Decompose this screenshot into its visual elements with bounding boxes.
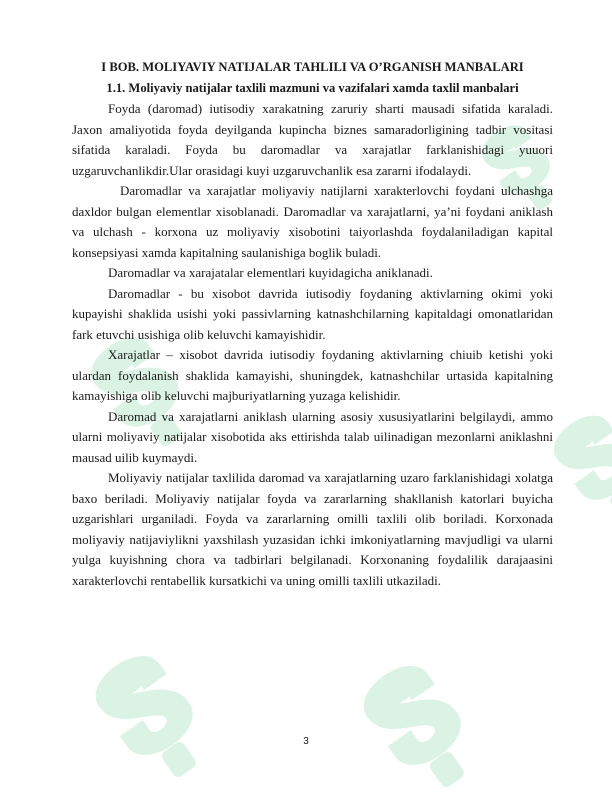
paragraph: Daromad va xarajatlarni aniklash ularning asosiy xususiyatlarini belgilaydi, ammo ularni moliyaviy natijalar xisobotida aks ettirishda talab uilinadigan mezonlarni aniklashni mausad uilib kuymaydi. bbox=[72, 408, 553, 465]
document-page bbox=[72, 58, 553, 591]
page-number: 3 bbox=[303, 736, 309, 747]
paragraph: Daromadlar - bu xisobot davrida iutisodiy foydaning aktivlarning okimi yoki kupayishi shaklida usishi yoki passivlarning katnashchilarning kapitaldagi omonatlaridan fark etuvchi usishiga olib keluvchi kamayishidir. bbox=[72, 285, 553, 342]
chapter-title: I BOB. MOLIYAVIY NATIJALAR TAHLILI VA O’RGANISH MANBALARI bbox=[101, 60, 524, 74]
paragraph: Foyda (daromad) iutisodiy xarakatning zaruriy sharti mausadi sifatida karaladi. Jaxon amaliyotida foyda deyilganda kupincha biznes samaradorligining tadbir vositasi sifatida karaladi. Foyda bu daromadlar va xarajatlar farklanishidagi yuuori uzgaruvchanlikdir.Ular orasidagi kuyi uzgaruvchanlik esa zararni ifodalaydi. bbox=[72, 101, 553, 178]
paragraph: Moliyaviy natijalar taxlilida daromad va xarajatlarning uzaro farklanishidagi xolatga baxo beriladi. Moliyaviy natijalar foyda va zararlarning shakllanish katorlari buyicha uzgarishlari urganiladi. Foyda va zararlarning omilli taxlili olib boriladi. Korxonada moliyaviy natijaviylikni yaxshilash yuzasidan ichki imkoniyatlarning mavjudligi va ularni yulga kuyishning chora va tadbirlari belgilanadi. Korxonaning foydalilik darajaasini xarakterlovchi rentabellik kursatkichi va uning omilli taxlili utkaziladi. bbox=[72, 470, 553, 588]
paragraph: Daromadlar va xarajatalar elementlari kuyidagicha aniklanadi. bbox=[108, 265, 433, 280]
paragraph: Xarajatlar – xisobot davrida iutisodiy foydaning aktivlarning chiuib ketishi yoki ulardan foydalanish shaklida kamayishi, shuningdek, katnashchilar urtasida kapitalning kamayishiga olib keluvchi majburiyatlarning yuzaga kelishidir. bbox=[72, 347, 553, 403]
paragraph: Daromadlar va xarajatlar moliyaviy natijlarni xarakterlovchi foydani ulchashga daxldor bulgan elementlar xisoblanadi. Daromadlar va xarajatlarni, ya’ni foydani aniklash va ulchash - korxona uz moliyaviy xisobotini taiyorlashda foydalaniladigan kapital konsepsiyasi xamda kapitalning saulanishiga boglik buladi. bbox=[72, 183, 553, 260]
section-title: 1.1. Moliyaviy natijalar taxlili mazmuni va vazifalari xamda taxlil manbalari bbox=[106, 81, 519, 95]
